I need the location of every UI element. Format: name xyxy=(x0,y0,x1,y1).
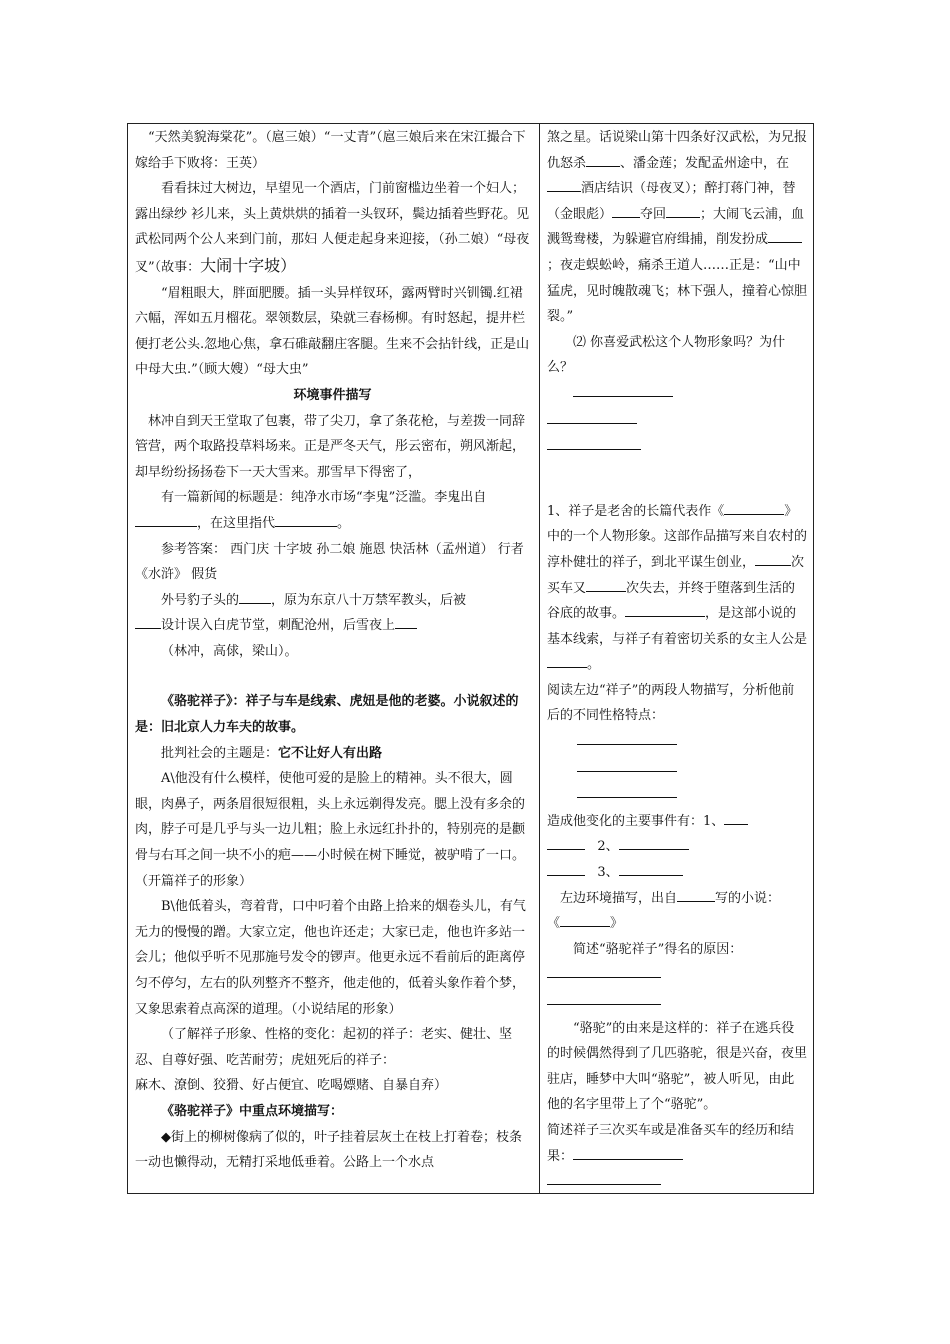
answer-line[interactable] xyxy=(573,381,673,397)
answer-line[interactable] xyxy=(547,989,661,1005)
wu-song-text-5: ；大闹飞云浦，血溅鸳鸯楼，为躲避官府缉捕，削发扮成 xyxy=(547,206,805,248)
leopard-text: 外号豹子头的 xyxy=(161,592,240,608)
li-gui-text: 有一篇新闻的标题是：纯净水市场“李鬼”泛滥。李鬼出自 xyxy=(161,490,487,506)
answer-line[interactable] xyxy=(547,434,641,450)
source-bracket-open: 《 xyxy=(547,916,561,932)
question-events xyxy=(547,809,807,835)
paragraph-camel-origin: “骆驼”的由来是这样的：祥子在逃兵役的时候偶然得到了几匹骆驼，很是兴奋，夜里驻店，睡梦中大叫“骆驼”，被人听见，由此他的名字里带上了个“骆驼”。 xyxy=(547,1020,807,1113)
blank-event-3[interactable] xyxy=(619,861,683,876)
paragraph-xiangzi-a: A\他没有什么模样，使他可爱的是脸上的精神。头不很大，圆眼，肉鼻子，两条眉很短很粗，头上永远剃得发亮。腮上没有多余的肉，脖子可是几乎与头一边儿粗；脸上永远红扑扑的，特别亮的是颧骨与右耳之间一块不小的疤——小时候在树下睡觉，被驴啃了一口。（开篇祥子的形象） xyxy=(135,771,526,889)
answer-line[interactable] xyxy=(547,408,637,424)
wu-song-text-3: 酒店结识（母夜叉）；醉打蒋门神，替（金眼彪） xyxy=(547,181,796,222)
paragraph-character-after: 麻木、潦倒、狡猾、好占便宜、吃喝嫖赌、自暴自弃） xyxy=(135,1078,448,1094)
heading-environment: 环境事件描写 xyxy=(293,387,372,403)
event-3-label: 3、 xyxy=(597,865,619,881)
blank-tavern[interactable] xyxy=(547,177,581,192)
wu-song-text-4: 夺回 xyxy=(640,206,667,222)
blank-event-2b[interactable] xyxy=(547,861,585,876)
blank-buying[interactable] xyxy=(573,1145,683,1160)
wu-song-text-6: ；夜走蜈蚣岭，痛杀王道人……正是：“山中猛虎，见时魄散魂飞；林下强人，撞着心惊胆裂。” xyxy=(547,257,807,325)
paragraph-sun-erniang xyxy=(135,176,530,280)
blank-title[interactable] xyxy=(560,912,610,927)
question-character-traits: 阅读左边“祥子”的两段人物描写，分析他前后的不同性格特点： xyxy=(547,682,795,724)
events-text-1: 造成他变化的主要事件有：1、 xyxy=(547,813,725,829)
blank-event-2[interactable] xyxy=(619,835,689,850)
blank-place[interactable] xyxy=(395,614,417,629)
heading-environment-camel: 《骆驼祥子》中重点环境描写： xyxy=(161,1103,344,1119)
xiangzi-q-text-4: 次失去，并终于堕落到生活的谷底的故事。 xyxy=(547,580,796,622)
blank-killed[interactable] xyxy=(586,152,620,167)
question-source xyxy=(547,886,807,912)
blank-novel[interactable] xyxy=(724,500,784,515)
li-gui-text-2: ，在这里指代 xyxy=(197,515,276,531)
blank-clue[interactable] xyxy=(625,602,705,617)
answer-line[interactable] xyxy=(577,756,677,772)
blank-source[interactable] xyxy=(135,512,197,527)
xiangzi-q-text-5: ，是这部小说的基本线索，与祥子有着密切关系的女主人公是 xyxy=(547,606,807,647)
li-gui-text-3: 。 xyxy=(337,515,351,531)
xiangzi-q-text-3: 次买车又 xyxy=(547,554,805,596)
answer-line[interactable] xyxy=(547,1169,661,1185)
theme-text: 它不让好人有出路 xyxy=(278,745,383,761)
wu-song-text-2: 、潘金莲；发配孟州途中，在 xyxy=(620,155,790,171)
paragraph-answer-lin-chong: （林冲，高俅，梁山）。 xyxy=(161,643,298,659)
right-column xyxy=(547,125,807,1196)
paragraph-xiangzi-question xyxy=(547,499,807,678)
leopard-text-3: 设计误入白虎节堂，刺配沧州，后雪夜上 xyxy=(161,618,396,634)
question-event-3 xyxy=(547,860,807,886)
question-name-origin: 简述“骆驼祥子”得名的原因： xyxy=(573,941,743,957)
sun-erniang-text: 看看抹过大树边，早望见一个酒店，门前窗槛边坐着一个妇人；露出绿纱 衫儿来，头上黄烘烘的插着一头钗环，鬓边插着些野花。见武松同两个公人来到门前，那妇 人便走起身来迎接，（孙二娘）“母夜叉”（故事： xyxy=(135,181,530,275)
blank-refers[interactable] xyxy=(275,512,337,527)
buying-text: 简述祥子三次买车或是准备买车的经历和结果： xyxy=(547,1122,795,1164)
question-source-title xyxy=(547,911,807,937)
blank-nickname[interactable] xyxy=(239,589,271,604)
blank-event-1[interactable] xyxy=(724,810,748,825)
theme-label: 批判社会的主题是： xyxy=(161,745,279,761)
wu-song-text-1: 煞之星。话说梁山第十四条好汉武松，为兄报仇怒杀 xyxy=(547,130,807,171)
paragraph-wu-song xyxy=(547,125,807,330)
paragraph-camel-xiangzi: 《骆驼祥子》：祥子与车是线索、虎妞是他的老婆。小说叙述的是：旧北京人力车夫的故事。 xyxy=(135,694,519,736)
paragraph-leopard-head xyxy=(135,588,530,639)
paragraph-theme xyxy=(135,741,530,767)
paragraph-xiangzi-b: B\他低着头，弯着背，口中叼着个由路上拾来的烟卷头儿，有气无力的慢慢的蹭。大家立定，他也许还走；大家已走，他也许多站一会儿；他似乎听不见那施号发令的锣声。他更永远不看前后的距离停匀不停匀，左右的队列整齐不整齐，他走他的，低着头象作着个梦，又象思索着点高深的道理。（小说结尾的形象） xyxy=(135,899,526,1017)
event-2-label: 2、 xyxy=(597,839,619,855)
paragraph-character-change: （了解祥子形象、性格的变化：起初的祥子：老实、健壮、坚忍、自尊好强、吃苦耐劳；虎妞死后的祥子： xyxy=(135,1027,513,1068)
story-title: 大闹十字坡） xyxy=(200,255,297,275)
paragraph-hu-sanniang: “天然美貌海棠花”。（扈三娘）“一丈青”（扈三娘后来在宋江撮合下嫁给手下败将：王英） xyxy=(135,130,526,171)
blank-heroine[interactable] xyxy=(547,653,587,668)
question-like-wu-song: ⑵ 你喜爱武松这个人物形象吗？为什么？ xyxy=(547,334,786,376)
left-column xyxy=(135,125,530,1176)
blank-recover[interactable] xyxy=(612,203,640,218)
source-text-2: 写的小说： xyxy=(715,890,781,906)
blank-plotter[interactable] xyxy=(135,614,161,629)
source-bracket-close: 》 xyxy=(610,916,624,932)
paragraph-lin-chong-snow: 林冲自到天王堂取了包裹，带了尖刀，拿了条花枪，与差拨一同辞管营，两个取路投草料场来。正是严冬天气，彤云密布，朔风渐起，却早纷纷扬扬卷下一天大雪来。那雪早下得密了， xyxy=(135,413,526,480)
question-event-2 xyxy=(547,834,807,860)
xiangzi-q-text-6: 。 xyxy=(587,657,601,673)
blank-times-buy[interactable] xyxy=(755,551,791,566)
paragraph-li-gui xyxy=(135,485,530,536)
leopard-text-2: ，原为东京八十万禁军教头，后被 xyxy=(271,592,467,608)
blank-disguise[interactable] xyxy=(768,228,802,243)
blank-object[interactable] xyxy=(666,203,700,218)
column-divider xyxy=(539,123,540,1194)
paragraph-willow: ◆街上的柳树像病了似的，叶子挂着层灰土在枝上打着卷；枝条一动也懒得动，无精打采地低垂着。公路上一个水点 xyxy=(135,1129,522,1171)
answer-line[interactable] xyxy=(577,782,677,798)
xiangzi-q-text-2: 》中的一个人物形象。这部作品描写来自农村的淳朴健壮的祥子，到北平谋生创业， xyxy=(547,503,807,570)
answer-line[interactable] xyxy=(547,962,661,978)
blank-times-lose[interactable] xyxy=(586,577,626,592)
question-buying-cars xyxy=(547,1118,807,1169)
xiangzi-q-text-1: 1、祥子是老舍的长篇代表作《 xyxy=(547,503,725,519)
paragraph-gu-dasao: “眉粗眼大，胖面肥腰。插一头异样钗环，露两臂时兴钏镯.红裙六幅，浑如五月榴花。翠领数层，染就三春杨柳。有时怒起，提井栏便打老公头.忽地心焦，拿石碓敲翻庄客腿。生来不会拈针线，正是山中母大虫.”（顾大嫂）“母大虫” xyxy=(135,285,530,378)
answer-line[interactable] xyxy=(577,729,677,745)
blank-author[interactable] xyxy=(677,887,715,902)
source-text-1: 左边环境描写，出自 xyxy=(560,890,678,906)
blank-event-1b[interactable] xyxy=(547,835,585,850)
paragraph-answers: 参考答案： 西门庆 十字坡 孙二娘 施恩 快活林（孟州道） 行者 《水浒》 假货 xyxy=(135,541,524,583)
